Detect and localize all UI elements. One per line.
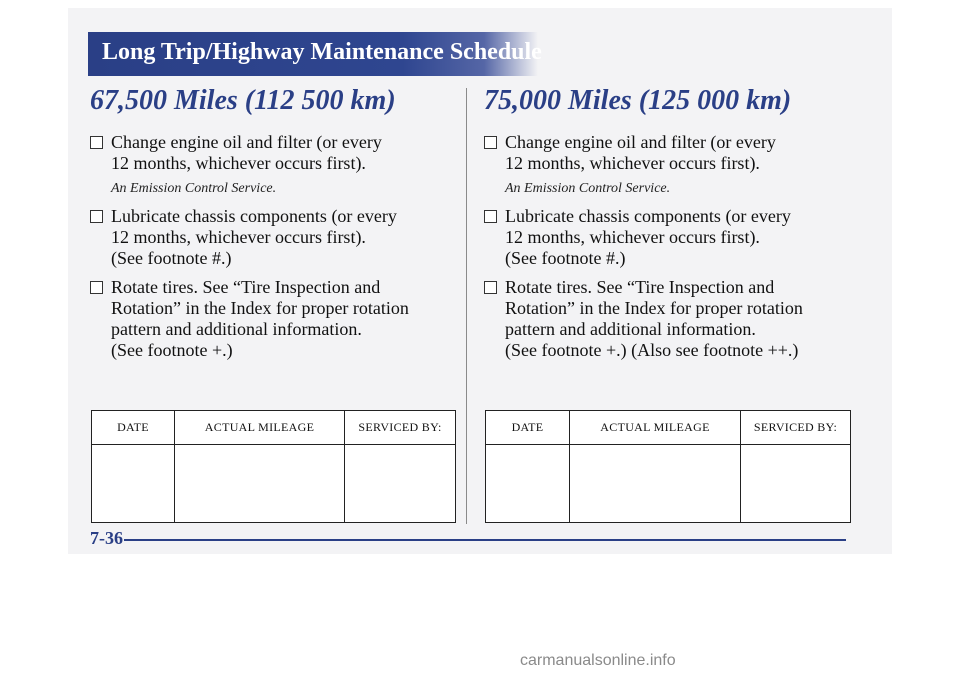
banner-title: Long Trip/Highway Maintenance Schedule (102, 39, 542, 65)
mileage-entry-cell[interactable] (570, 445, 741, 523)
table-entry-row (92, 445, 456, 523)
item-text-line: Lubricate chassis components (or every (111, 206, 397, 226)
item-text-line: Change engine oil and filter (or every (505, 132, 776, 152)
serviced-by-column-header: SERVICED BY: (345, 411, 456, 445)
emission-note: An Emission Control Service. (505, 181, 671, 196)
service-log-table-75000 (485, 410, 851, 523)
item-text-line: 12 months, whichever occurs first). (111, 227, 366, 247)
item-text-line: Rotate tires. See “Tire Inspection and (505, 277, 775, 297)
service-item-rotate-tires (484, 277, 864, 361)
item-text-line: Rotation” in the Index for proper rotation (505, 298, 803, 318)
column-divider (466, 88, 467, 524)
item-text-line: pattern and additional information. (505, 319, 756, 339)
item-text-line: 12 months, whichever occurs first). (505, 227, 760, 247)
column-heading: 75,000 Miles (125 000 km) (484, 85, 792, 116)
item-text-line: (See footnote +.) (111, 340, 233, 360)
serviced-by-entry-cell[interactable] (741, 445, 851, 523)
page-number: 7-36 (90, 528, 123, 548)
item-text-line: Lubricate chassis components (or every (505, 206, 791, 226)
mileage-entry-cell[interactable] (175, 445, 345, 523)
date-column-header: DATE (92, 411, 175, 445)
column-heading: 67,500 Miles (112 500 km) (90, 85, 396, 116)
item-text-line: 12 months, whichever occurs first). (505, 153, 760, 173)
service-item-lubricate-chassis (90, 206, 450, 269)
checkbox-icon[interactable] (484, 136, 497, 149)
item-text-line: 12 months, whichever occurs first). (111, 153, 366, 173)
item-text-line: pattern and additional information. (111, 319, 362, 339)
item-text-line: Change engine oil and filter (or every (111, 132, 382, 152)
service-item-lubricate-chassis (484, 206, 864, 269)
footer-rule (124, 539, 846, 541)
checkbox-icon[interactable] (484, 281, 497, 294)
checkbox-icon[interactable] (484, 210, 497, 223)
service-log-table-67500 (91, 410, 456, 523)
table-header-row (92, 411, 456, 445)
table-entry-row (486, 445, 851, 523)
item-text-line: (See footnote #.) (111, 248, 232, 268)
table-header-row (486, 411, 851, 445)
date-entry-cell[interactable] (92, 445, 175, 523)
item-text-line: (See footnote #.) (505, 248, 626, 268)
service-item-oil-change (484, 132, 864, 198)
item-text-line: Rotation” in the Index for proper rotation (111, 298, 409, 318)
service-item-rotate-tires (90, 277, 450, 361)
date-column-header: DATE (486, 411, 570, 445)
checkbox-icon[interactable] (90, 136, 103, 149)
item-text-line: Rotate tires. See “Tire Inspection and (111, 277, 381, 297)
section-banner (88, 32, 542, 76)
watermark: carmanualsonline.info (520, 652, 676, 669)
serviced-by-column-header: SERVICED BY: (741, 411, 851, 445)
serviced-by-entry-cell[interactable] (345, 445, 456, 523)
checkbox-icon[interactable] (90, 210, 103, 223)
service-item-oil-change (90, 132, 450, 198)
date-entry-cell[interactable] (486, 445, 570, 523)
actual-mileage-column-header: ACTUAL MILEAGE (175, 411, 345, 445)
item-text-line: (See footnote +.) (Also see footnote ++.) (505, 340, 799, 360)
schedule-column-67500 (90, 84, 450, 361)
schedule-column-75000 (484, 84, 864, 361)
actual-mileage-column-header: ACTUAL MILEAGE (570, 411, 741, 445)
checkbox-icon[interactable] (90, 281, 103, 294)
emission-note: An Emission Control Service. (111, 181, 277, 196)
